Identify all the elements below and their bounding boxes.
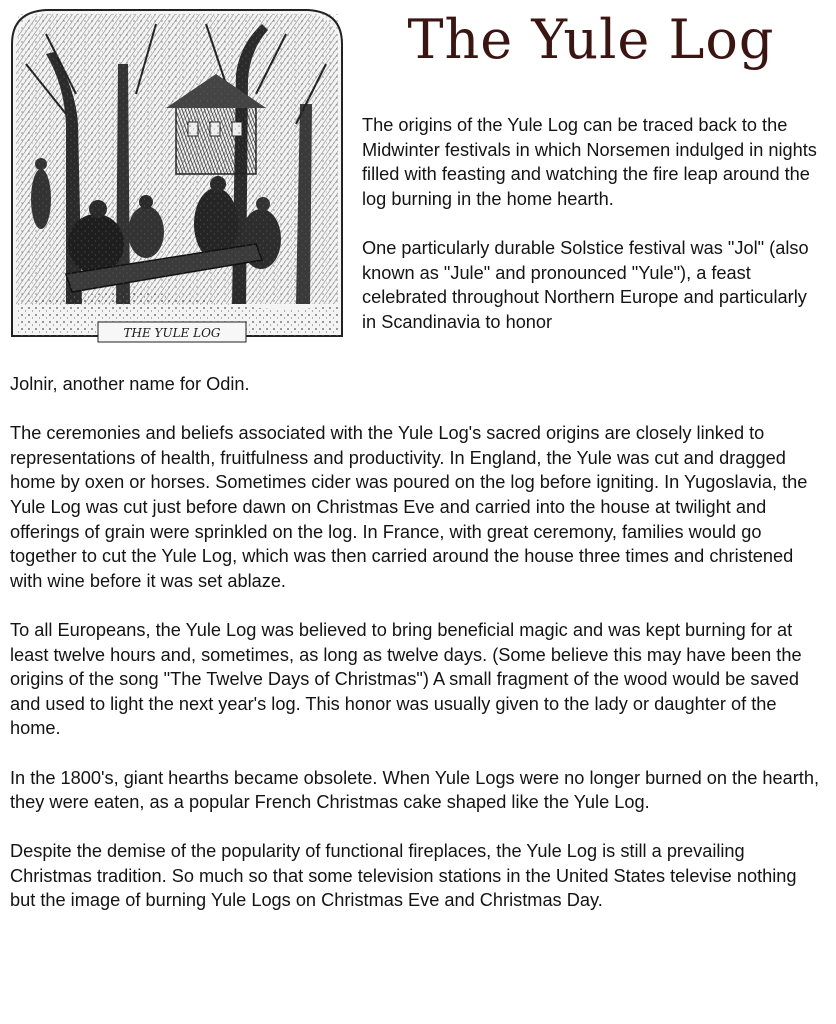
body-text-block [10, 372, 826, 913]
yule-log-engraving [6, 4, 350, 344]
paragraph-jol-festival: One particularly durable Solstice festival was "Jol" (also known as "Jule" and pronounced "Yule"), a feast celebrated throughout Northern Europe and particularly in Scandinavia to honor [362, 237, 809, 332]
page-title: The Yule Log [407, 8, 775, 71]
paragraph-ceremonies: The ceremonies and beliefs associated with the Yule Log's sacred origins are closely linked to representations of health, fruitfulness and productivity. In England, the Yule was cut and dragged home by oxen or horses. Sometimes cider was poured on the log before igniting. In Yugoslavia, the Yule Log was cut just before dawn on Christmas Eve and carried into the house at twilight and offerings of grain were sprinkled on the log. In France, with great ceremony, families would go together to cut the Yule Log, which was then carried around the house three times and christened with wine before it was set ablaze. [10, 423, 808, 591]
paragraph-europeans: To all Europeans, the Yule Log was believed to bring beneficial magic and was kept burning for at least twelve hours and, sometimes, as long as twelve days. (Some believe this may have been the origins of the song "The Twelve Days of Christmas") A small fragment of the wood would be saved and used to light the next year's log. This honor was usually given to the lady or daughter of the home. [10, 619, 802, 739]
paragraph-origins: The origins of the Yule Log can be traced back to the Midwinter festivals in which Norsemen indulged in nights filled with feasting and watching the fire leap around the log burning in the home hearth. [362, 115, 817, 209]
paragraph-1800s: In the 1800's, giant hearths became obsolete. When Yule Logs were no longer burned on the hearth, they were eaten, as a popular French Christmas cake shaped like the Yule Log. [10, 767, 819, 813]
intro-text-block [362, 113, 824, 334]
engraving-caption: THE YULE LOG [123, 326, 221, 340]
paragraph-jol-festival-continued: Jolnir, another name for Odin. [10, 374, 250, 394]
paragraph-modern-tradition: Despite the demise of the popularity of functional fireplaces, the Yule Log is still a prevailing Christmas tradition. So much so that some television stations in the United States televise nothing but the image of burning Yule Logs on Christmas Eve and Christmas Day. [10, 841, 797, 911]
